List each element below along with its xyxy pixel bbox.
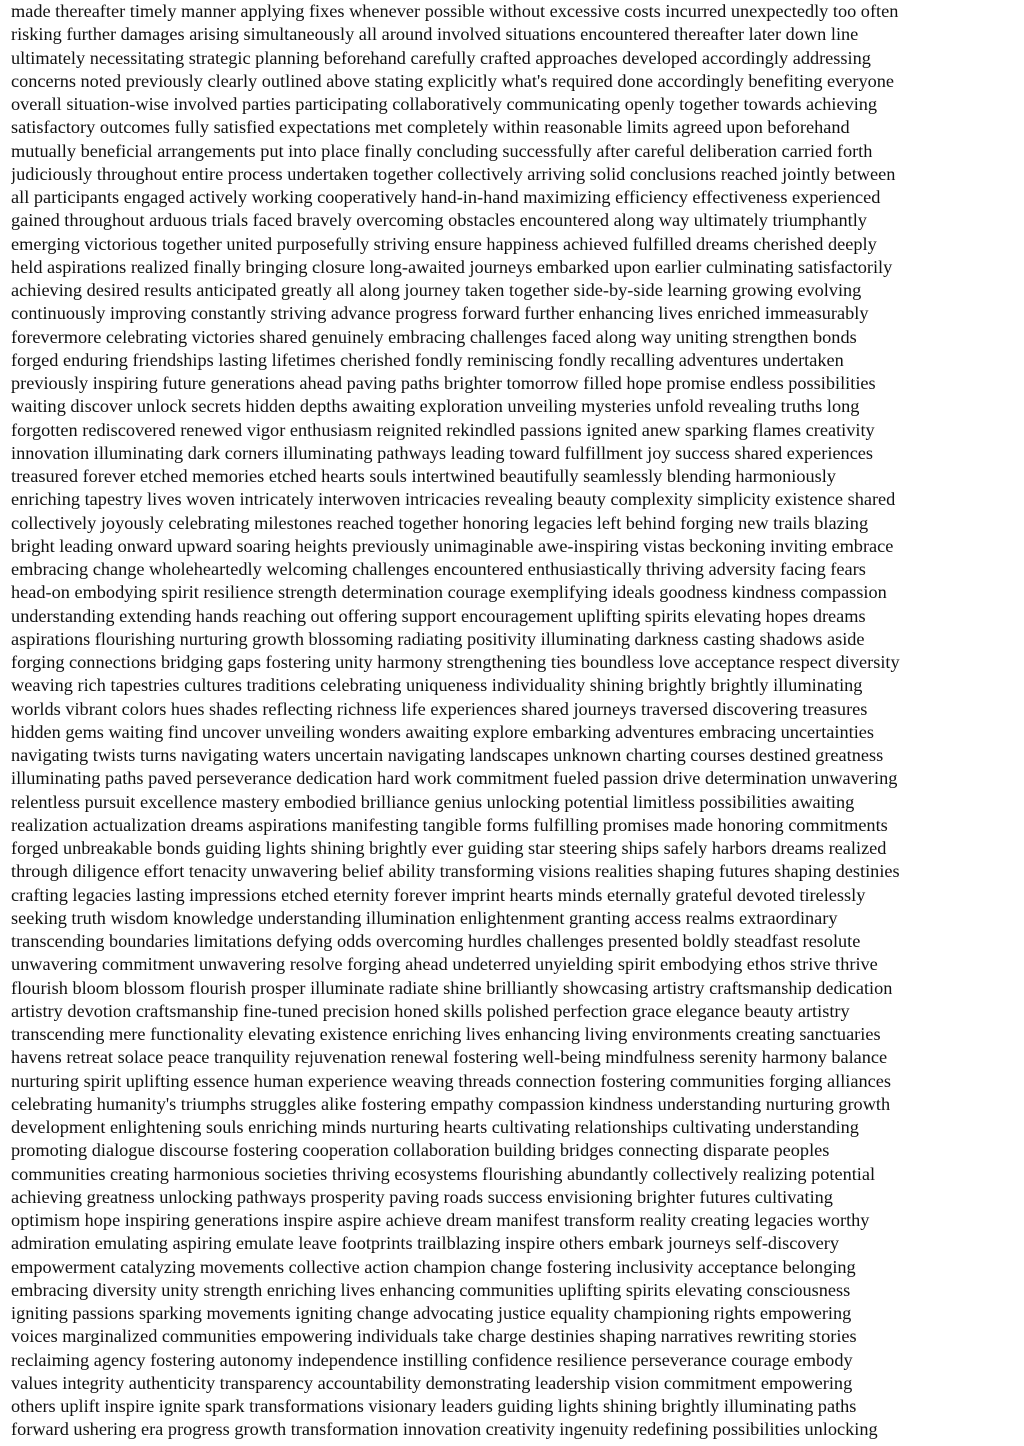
text-line: crafting legacies lasting impressions etched eternity forever imprint hearts minds eternally grateful devoted tirelessly <box>11 884 866 905</box>
text-line: achieving desired results anticipated greatly all along journey taken together side-by-side learning growing evolving <box>11 280 862 300</box>
text-line: others uplift inspire ignite spark transformations visionary leaders guiding lights shining brightly illuminating paths <box>11 1396 857 1416</box>
text-line: ultimately necessitating strategic planning beforehand carefully crafted approaches developed accordingly addressing <box>11 47 871 68</box>
text-line: enriching tapestry lives woven intricately interwoven intricacies revealing beauty complexity simplicity existence shared <box>11 489 896 510</box>
text-line: realization actualization dreams aspirations manifesting tangible forms fulfilling promises made honoring commitments <box>11 814 888 835</box>
text-line: forgotten rediscovered renewed vigor enthusiasm reignited rekindled passions ignited anew sparking flames creativity <box>11 419 875 440</box>
text-line: flourish bloom blossom flourish prosper illuminate radiate shine brilliantly showcasing artistry craftsmanship dedication <box>11 977 893 998</box>
text-line: risking further damages arising simultaneously all around involved situations encountered thereafter later down line <box>11 24 859 45</box>
text-line: unwavering commitment unwavering resolve forging ahead undeterred unyielding spirit embodying ethos strive thrive <box>11 954 878 975</box>
text-line: illuminating paths paved perseverance dedication hard work commitment fueled passion drive determination unwavering <box>11 768 898 789</box>
text-line: mutually beneficial arrangements put into place finally concluding successfully after careful deliberation carried forth <box>11 140 873 161</box>
text-line: igniting passions sparking movements igniting change advocating justice equality championing rights empowering <box>11 1303 852 1323</box>
text-line: development enlightening souls enriching minds nurturing hearts cultivating relationships cultivating understanding <box>11 1117 859 1137</box>
text-line: waiting discover unlock secrets hidden depths awaiting exploration unveiling mysteries unfold revealing truths long <box>11 396 860 417</box>
document-body <box>11 0 1017 1442</box>
text-line: concerns noted previously clearly outlined above stating explicitly what's required done accordingly benefiting everyone <box>11 70 895 91</box>
text-line: forged unbreakable bonds guiding lights shining brightly ever guiding star steering ships safely harbors dreams realized <box>11 838 887 858</box>
text-line: optimism hope inspiring generations inspire aspire achieve dream manifest transform reality creating legacies worthy <box>11 1210 870 1230</box>
text-line: artistry devotion craftsmanship fine-tuned precision honed skills polished perfection grace elegance beauty artistry <box>11 1000 850 1021</box>
text-line: satisfactory outcomes fully satisfied expectations met completely within reasonable limits agreed upon beforehand <box>11 117 850 138</box>
text-line: havens retreat solace peace tranquility rejuvenation renewal fostering well-being mindfulness serenity harmony balance <box>11 1047 888 1068</box>
text-line: communities creating harmonious societies thriving ecosystems flourishing abundantly collectively realizing potential <box>11 1163 876 1184</box>
text-line: collectively joyously celebrating milestones reached together honoring legacies left behind forging new trails blazing <box>11 512 869 533</box>
text-line: hidden gems waiting find uncover unveiling wonders awaiting explore embarking adventures embracing uncertainties <box>11 721 875 742</box>
text-line: seeking truth wisdom knowledge understanding illumination enlightenment granting access realms extraordinary <box>11 907 838 928</box>
text-line: previously inspiring future generations ahead paving paths brighter tomorrow filled hope promise endless possibilities <box>11 373 876 393</box>
text-line: understanding extending hands reaching out offering support encouragement uplifting spirits elevating hopes dreams <box>11 605 866 626</box>
text-line: promoting dialogue discourse fostering cooperation collaboration building bridges connecting disparate peoples <box>11 1140 830 1161</box>
text-line: transcending boundaries limitations defying odds overcoming hurdles challenges presented boldly steadfast resolute <box>11 931 861 951</box>
text-line: all participants engaged actively working cooperatively hand-in-hand maximizing efficiency effectiveness experienced <box>11 187 881 207</box>
text-line: voices marginalized communities empowering individuals take charge destinies shaping narratives rewriting stories <box>11 1326 857 1347</box>
text-line: gained throughout arduous trials faced bravely overcoming obstacles encountered along way ultimately triumphantly <box>11 210 867 231</box>
text-line: forward ushering era progress growth transformation innovation creativity ingenuity redefining possibilities unlocking <box>11 1419 878 1440</box>
text-line: achieving greatness unlocking pathways prosperity paving roads success envisioning brighter futures cultivating <box>11 1186 833 1207</box>
text-line: transcending mere functionality elevating existence enriching lives enhancing living environments creating sanctuaries <box>11 1024 881 1044</box>
text-line: embracing change wholeheartedly welcoming challenges encountered enthusiastically thriving adversity facing fears <box>11 559 866 579</box>
text-line: nurturing spirit uplifting essence human experience weaving threads connection fostering communities forging alliances <box>11 1070 891 1091</box>
text-line: bright leading onward upward soaring heights previously unimaginable awe-inspiring vistas beckoning inviting embrace <box>11 535 894 556</box>
text-line: navigating twists turns navigating waters uncertain navigating landscapes unknown charting courses destined greatness <box>11 745 884 765</box>
text-line: made thereafter timely manner applying fixes whenever possible without excessive costs incurred unexpectedly too often <box>11 1 899 21</box>
text-line: innovation illuminating dark corners illuminating pathways leading toward fulfillment joy success shared experiences <box>11 442 874 463</box>
text-line: forged enduring friendships lasting lifetimes cherished fondly reminiscing fondly recalling adventures undertaken <box>11 349 844 370</box>
text-line: admiration emulating aspiring emulate leave footprints trailblazing inspire others embark journeys self-discovery <box>11 1233 839 1254</box>
text-line: continuously improving constantly striving advance progress forward further enhancing lives enriched immeasurably <box>11 303 869 324</box>
text-line: aspirations flourishing nurturing growth blossoming radiating positivity illuminating darkness casting shadows aside <box>11 628 865 649</box>
text-line: relentless pursuit excellence mastery embodied brilliance genius unlocking potential limitless possibilities awaiting <box>11 791 855 812</box>
text-line: head-on embodying spirit resilience strength determination courage exemplifying ideals goodness kindness compassion <box>11 582 887 603</box>
text-line: judiciously throughout entire process undertaken together collectively arriving solid conclusions reached jointly between <box>11 163 896 184</box>
text-line: worlds vibrant colors hues shades reflecting richness life experiences shared journeys traversed discovering treasures <box>11 698 868 719</box>
text-line: through diligence effort tenacity unwavering belief ability transforming visions realities shaping futures shaping destinies <box>11 861 900 882</box>
text-line: celebrating humanity's triumphs struggles alike fostering empathy compassion kindness understanding nurturing growth <box>11 1093 891 1114</box>
text-line: treasured forever etched memories etched hearts souls intertwined beautifully seamlessly blending harmoniously <box>11 466 836 486</box>
text-line: overall situation-wise involved parties participating collaboratively communicating openly together towards achieving <box>11 94 878 114</box>
text-line: reclaiming agency fostering autonomy independence instilling confidence resilience perseverance courage embody <box>11 1349 853 1370</box>
text-line: forevermore celebrating victories shared genuinely embracing challenges faced along way uniting strengthen bonds <box>11 326 857 347</box>
text-line: emerging victorious together united purposefully striving ensure happiness achieved fulfilled dreams cherished deeply <box>11 233 877 254</box>
text-line: empowerment catalyzing movements collective action champion change fostering inclusivity acceptance belonging <box>11 1256 856 1277</box>
text-line: held aspirations realized finally bringing closure long-awaited journeys embarked upon earlier culminating satisfactorily <box>11 256 893 277</box>
text-line: forging connections bridging gaps fostering unity harmony strengthening ties boundless love acceptance respect diversity <box>11 652 900 672</box>
text-line: weaving rich tapestries cultures traditions celebrating uniqueness individuality shining brightly brightly illuminating <box>11 675 863 696</box>
text-line: embracing diversity unity strength enriching lives enhancing communities uplifting spirits elevating consciousness <box>11 1279 851 1300</box>
text-line: values integrity authenticity transparency accountability demonstrating leadership vision commitment empowering <box>11 1372 853 1393</box>
